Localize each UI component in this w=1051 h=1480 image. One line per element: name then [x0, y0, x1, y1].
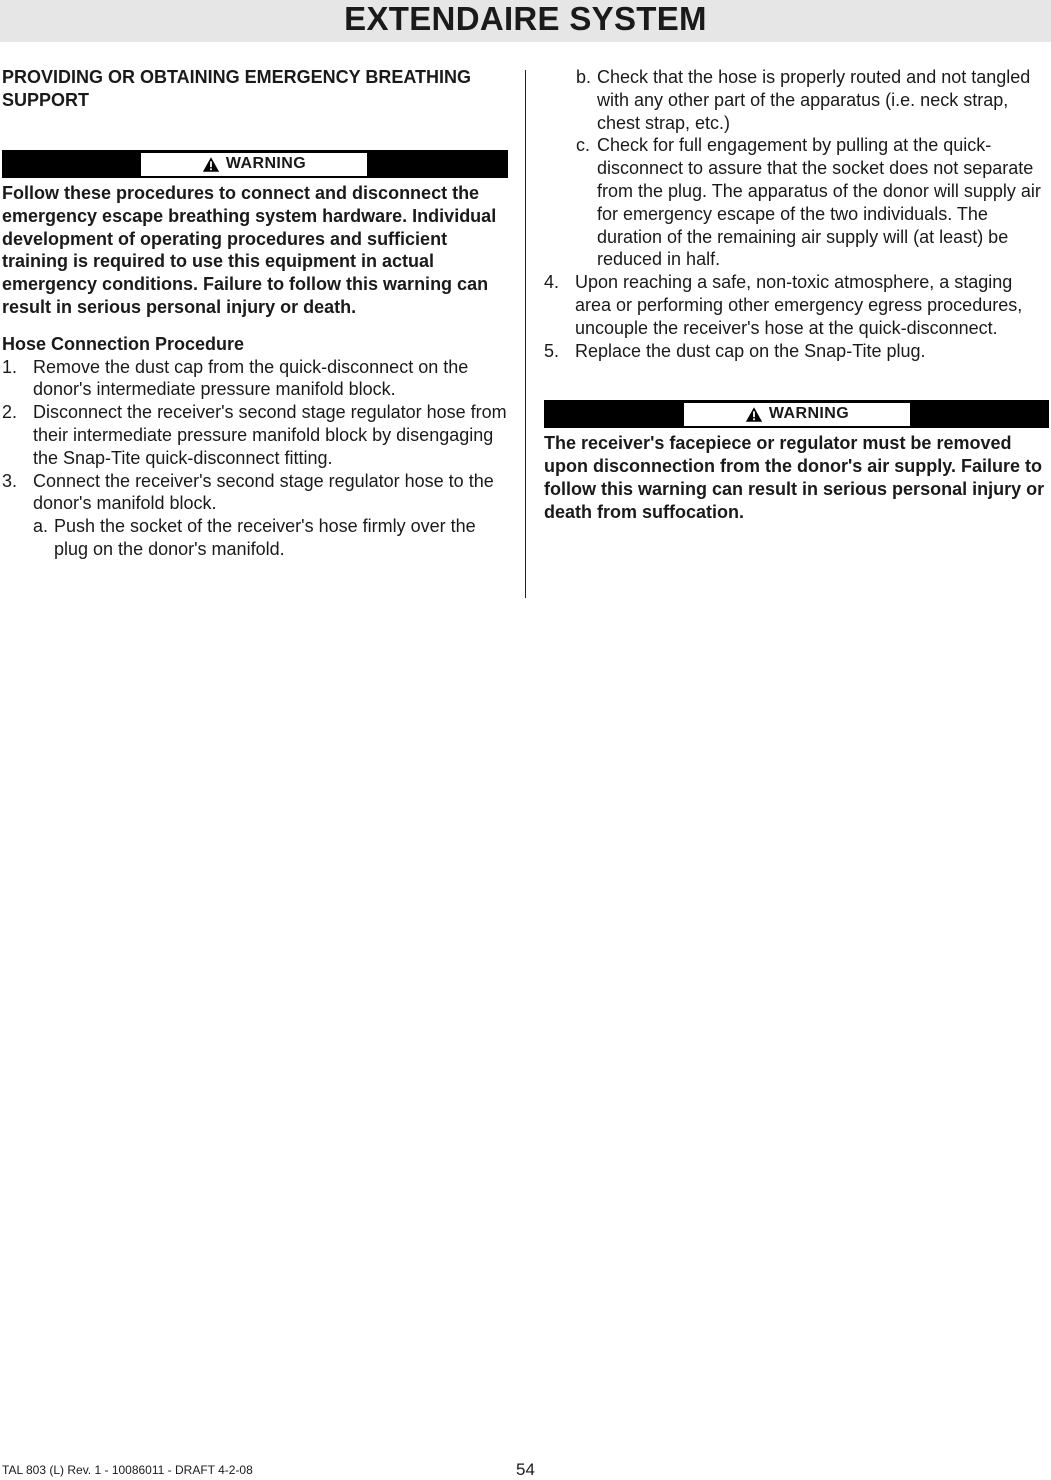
- substep-letter: a.: [33, 516, 49, 537]
- substep-text: Push the socket of the receiver's hose firmly over the plug on the donor's manifold.: [54, 516, 476, 559]
- warning-text: Follow these procedures to connect and disconnect the emergency escape breathing system hardware. Individual development of operating procedures and sufficient training is required to use this equipment in actual emergency conditions. Failure to follow this warning can result in serious personal injury or death.: [2, 183, 497, 317]
- warning-label: WARNING: [225, 155, 307, 173]
- warning-label-box: [141, 153, 367, 176]
- procedure-heading: Hose Connection Procedure: [2, 333, 245, 354]
- warning-label-box: [684, 403, 910, 426]
- warning-triangle-icon: [202, 156, 220, 173]
- step-number: 1.: [2, 356, 18, 377]
- step-text: Connect the receiver's second stage regulator hose to the donor's manifold block.: [33, 470, 494, 514]
- procedure-substep: [544, 134, 1049, 271]
- left-column: [2, 66, 508, 561]
- step-text: Disconnect the receiver's second stage regulator hose from their intermediate pressure manifold block by disengaging the Snap-Tite quick-disconnect fitting.: [33, 402, 507, 468]
- warning-text: The receiver's facepiece or regulator must be removed upon disconnection from the donor's air supply. Failure to follow this warning can result in serious personal injury or death from suffocation.: [544, 433, 1045, 522]
- document-code: TAL 803 (L) Rev. 1 - 10086011 - DRAFT 4-2-08: [2, 1463, 253, 1477]
- step-text: Replace the dust cap on the Snap-Tite plug.: [575, 340, 926, 361]
- page-number: 54: [516, 1460, 535, 1479]
- procedure-step: [2, 356, 508, 402]
- warning-label: WARNING: [768, 405, 850, 423]
- substep-letter: b.: [576, 67, 592, 87]
- substep-text: Check for full engagement by pulling at the quick-disconnect to assure that the socket does not separate from the plug. The apparatus of the donor will supply air for emergency escape of the two individuals. The duration of the remaining air supply will (at least) be reduced in half.: [597, 135, 1041, 270]
- warning-banner: [2, 150, 508, 178]
- warning-banner: [544, 400, 1049, 428]
- right-column: [544, 66, 1049, 524]
- procedure-substep: [544, 66, 1049, 134]
- procedure-step: [2, 470, 508, 516]
- section-heading: PROVIDING OR OBTAINING EMERGENCY BREATHING SUPPORT: [2, 67, 472, 110]
- step-number: 4.: [544, 272, 560, 293]
- procedure-step: [544, 340, 1049, 363]
- step-number: 2.: [2, 402, 18, 423]
- warning-triangle-icon: [745, 406, 763, 423]
- step-text: Remove the dust cap from the quick-disconnect on the donor's intermediate pressure manifold block.: [33, 356, 469, 400]
- step-number: 5.: [544, 340, 560, 361]
- substep-letter: c.: [576, 135, 591, 156]
- step-text: Upon reaching a safe, non-toxic atmosphere, a staging area or performing other emergency egress procedures, uncouple the receiver's hose at the quick-disconnect.: [575, 272, 1023, 338]
- step-number: 3.: [2, 470, 18, 491]
- procedure-step: [2, 401, 508, 469]
- procedure-step: [544, 271, 1049, 339]
- procedure-substep: [2, 515, 508, 561]
- column-divider: [525, 70, 526, 598]
- substep-text: Check that the hose is properly routed and not tangled with any other part of the apparatus (i.e. neck strap, chest strap, etc.): [597, 67, 1031, 133]
- page-title: EXTENDAIRE SYSTEM: [344, 0, 707, 37]
